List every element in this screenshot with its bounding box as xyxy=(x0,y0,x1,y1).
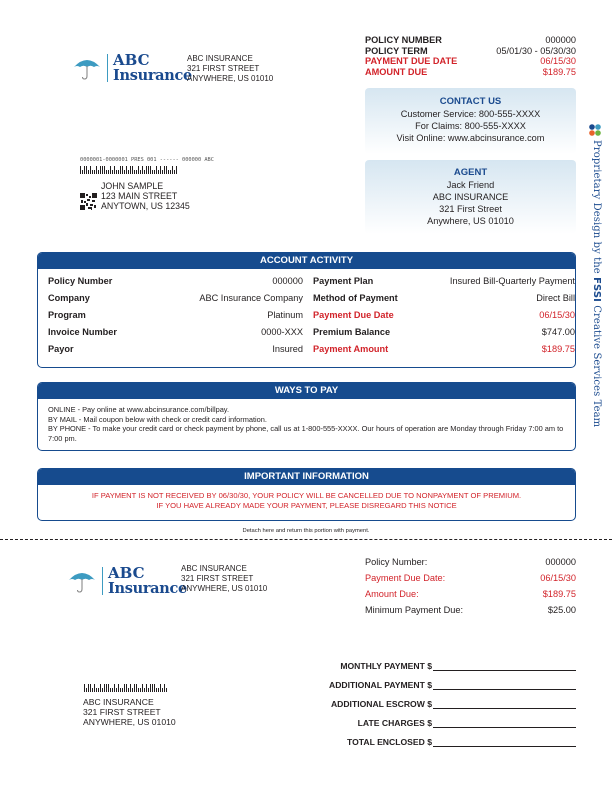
barcode-bar xyxy=(176,166,177,174)
barcode-bar xyxy=(138,688,139,692)
website-line: Visit Online: www.abcinsurance.com xyxy=(396,133,545,143)
activity-label: Payment Amount xyxy=(313,344,389,354)
activity-label: Invoice Number xyxy=(48,327,117,337)
barcode-bar xyxy=(88,684,89,692)
barcode-bar xyxy=(128,170,129,174)
contact-us-box xyxy=(365,88,576,154)
barcode-bar xyxy=(132,688,133,692)
barcode-bar xyxy=(90,684,91,692)
coupon-label: Payment Due Date: xyxy=(365,573,446,583)
qr-code-icon xyxy=(80,193,97,210)
customer-service-line: Customer Service: 800-555-XXXX xyxy=(400,109,541,119)
account-activity-right-column xyxy=(313,275,575,360)
pay-by-mail-line: BY MAIL - Mail coupon below with check or credit card information. xyxy=(48,414,267,424)
activity-label: Method of Payment xyxy=(313,293,398,303)
coupon-company-address xyxy=(181,564,267,594)
barcode-bar xyxy=(98,170,99,174)
coupon-summary xyxy=(365,554,576,618)
barcode-bar xyxy=(124,170,125,174)
barcode-bar xyxy=(116,170,117,174)
barcode-bar xyxy=(110,166,111,174)
activity-value: ABC Insurance Company xyxy=(199,293,303,303)
activity-label: Payor xyxy=(48,344,74,354)
barcode-bar xyxy=(170,170,171,174)
policy-number-label: POLICY NUMBER xyxy=(365,35,442,45)
monthly-payment-field[interactable] xyxy=(324,652,576,671)
address-line: 321 FIRST STREET xyxy=(181,574,254,583)
activity-row-method-of-payment xyxy=(313,292,575,309)
account-activity-panel xyxy=(37,252,576,368)
payment-due-date-label: PAYMENT DUE DATE xyxy=(365,56,458,66)
barcode-bar xyxy=(140,688,141,692)
activity-label: Company xyxy=(48,293,90,303)
logo-text-abc: ABC xyxy=(113,51,150,69)
barcode-bar xyxy=(130,684,131,692)
pay-by-phone-line: BY PHONE - To make your credit card or check payment by phone, call us at 1-800-555-XXXX. Our hours of operation are Monday through Friday 7:00 am to 7:00 pm. xyxy=(48,424,564,444)
address-line: ABC INSURANCE xyxy=(187,54,253,63)
barcode-bar xyxy=(148,166,149,174)
claims-line: For Claims: 800-555-XXXX xyxy=(415,121,526,131)
barcode-bar xyxy=(158,688,159,692)
barcode-bar xyxy=(136,684,137,692)
activity-label: Payment Due Date xyxy=(313,310,394,320)
barcode-bar xyxy=(84,684,85,692)
cancellation-warning: IF PAYMENT IS NOT RECEIVED BY 06/30/30, YOUR POLICY WILL BE CANCELLED DUE TO NONPAYMENT OF PREMIUM. xyxy=(91,491,522,500)
agent-street: 321 First Street xyxy=(439,204,502,214)
barcode-bar xyxy=(104,684,105,692)
recipient-city: ANYTOWN, US 12345 xyxy=(101,201,190,211)
policy-term-value: 05/01/30 - 05/30/30 xyxy=(496,45,576,56)
fssi-logo-icon xyxy=(589,124,601,136)
field-label: LATE CHARGES $ xyxy=(357,718,432,728)
barcode-bar xyxy=(90,166,91,174)
address-line: 321 FIRST STREET xyxy=(187,64,260,73)
activity-row-payment-amount xyxy=(313,343,575,360)
company-logo xyxy=(73,53,192,83)
recipient-street: 123 MAIN STREET xyxy=(101,191,178,201)
company-address xyxy=(187,54,273,84)
barcode-bar xyxy=(84,166,85,174)
return-address xyxy=(83,698,176,727)
side-note-post: Creative Services Team xyxy=(591,302,602,428)
field-label: TOTAL ENCLOSED $ xyxy=(347,737,432,747)
barcode-bar xyxy=(152,684,153,692)
coupon-policy-number-row xyxy=(365,554,576,570)
barcode-bar xyxy=(92,170,93,174)
logo-text-insurance: Insurance xyxy=(108,580,187,597)
barcode-bar xyxy=(160,684,161,692)
payment-fields xyxy=(324,652,576,747)
barcode-bar xyxy=(96,166,97,174)
barcode-bar xyxy=(164,166,165,174)
barcode-bar xyxy=(100,166,101,174)
umbrella-icon xyxy=(73,56,101,80)
barcode-bar xyxy=(134,684,135,692)
agent-name: Jack Friend xyxy=(446,180,495,190)
coupon-value: 000000 xyxy=(545,557,576,567)
coupon-amount-due-row xyxy=(365,586,576,602)
additional-payment-field[interactable] xyxy=(324,671,576,690)
activity-value: 000000 xyxy=(272,276,303,286)
write-in-line[interactable] xyxy=(433,737,576,747)
activity-label: Premium Balance xyxy=(313,327,391,337)
barcode-bar xyxy=(150,166,151,174)
barcode-bar xyxy=(168,170,169,174)
barcode-bar xyxy=(122,688,123,692)
logo-divider xyxy=(107,54,108,82)
field-label: ADDITIONAL ESCROW $ xyxy=(330,699,432,709)
activity-label: Program xyxy=(48,310,86,320)
activity-value: 06/15/30 xyxy=(539,310,575,320)
barcode-bar xyxy=(106,170,107,174)
proprietary-design-note xyxy=(588,124,604,428)
barcode-bar xyxy=(116,688,117,692)
coupon-label: Policy Number: xyxy=(365,557,428,567)
detach-line xyxy=(0,539,612,540)
agent-box xyxy=(365,160,576,234)
barcode-bar xyxy=(158,170,159,174)
policy-term-row xyxy=(365,46,576,57)
side-note-pre: Proprietary Design by the xyxy=(591,140,602,278)
activity-label: Payment Plan xyxy=(313,276,374,286)
barcode-bar xyxy=(166,166,167,174)
disregard-notice: IF YOU HAVE ALREADY MADE YOUR PAYMENT, PLEASE DISREGARD THIS NOTICE xyxy=(156,501,457,510)
barcode-bar xyxy=(126,684,127,692)
barcode-bar xyxy=(162,170,163,174)
total-enclosed-field[interactable] xyxy=(324,728,576,747)
field-label: MONTHLY PAYMENT $ xyxy=(340,661,432,671)
activity-value: Direct Bill xyxy=(536,293,575,303)
barcode-bar xyxy=(132,166,133,174)
important-information-panel xyxy=(37,468,576,521)
barcode-bar xyxy=(108,684,109,692)
coupon-label: Minimum Payment Due: xyxy=(365,605,464,615)
activity-row-payment-plan xyxy=(313,275,575,292)
barcode-bar xyxy=(130,166,131,174)
barcode-bar xyxy=(144,688,145,692)
presort-line: 0000001-0000001 PRES 001 ------ 000000 ABC xyxy=(80,157,214,163)
agent-city: Anywhere, US 01010 xyxy=(427,216,514,226)
activity-row-invoice-number xyxy=(48,326,303,343)
contact-us-title: CONTACT US xyxy=(439,96,502,107)
barcode-bar xyxy=(82,170,83,174)
barcode-bar xyxy=(112,170,113,174)
barcode-bar xyxy=(128,688,129,692)
detach-instruction: Detach here and return this portion with payment. xyxy=(242,528,370,534)
barcode-bar xyxy=(140,170,141,174)
activity-row-program xyxy=(48,309,303,326)
postal-barcode xyxy=(80,166,177,174)
barcode-bar xyxy=(162,688,163,692)
address-line: ABC INSURANCE xyxy=(83,697,154,707)
address-line: ANYWHERE, US 01010 xyxy=(187,74,274,83)
address-line: ANYWHERE, US 01010 xyxy=(83,716,176,727)
logo-text-abc: ABC xyxy=(108,564,145,582)
address-line: ANYWHERE, US 01010 xyxy=(181,584,268,593)
barcode-bar xyxy=(104,166,105,174)
barcode-bar xyxy=(154,684,155,692)
barcode-bar xyxy=(122,166,123,174)
barcode-bar xyxy=(118,684,119,692)
amount-due-row xyxy=(365,67,576,78)
activity-row-policy-number xyxy=(48,275,303,292)
activity-value: 0000-XXX xyxy=(261,327,303,337)
barcode-bar xyxy=(110,688,111,692)
barcode-bar xyxy=(86,688,87,692)
account-activity-left-column xyxy=(48,275,303,360)
write-in-line[interactable] xyxy=(433,718,576,728)
amount-due-label: AMOUNT DUE xyxy=(365,66,428,77)
coupon-value: $25.00 xyxy=(547,605,576,615)
ways-to-pay-panel xyxy=(37,382,576,451)
barcode-bar xyxy=(142,684,143,692)
logo-text-insurance: Insurance xyxy=(113,67,192,84)
policy-number-row xyxy=(365,35,576,46)
recipient-name: JOHN SAMPLE xyxy=(101,181,164,191)
coupon-company-logo xyxy=(68,566,187,596)
coupon-label: Amount Due: xyxy=(365,589,419,599)
payment-due-date-row xyxy=(365,56,576,67)
barcode-bar xyxy=(142,166,143,174)
barcode-bar xyxy=(166,688,167,692)
activity-row-payor xyxy=(48,343,303,360)
barcode-bar xyxy=(114,166,115,174)
barcode-bar xyxy=(144,170,145,174)
activity-row-company xyxy=(48,292,303,309)
barcode-bar xyxy=(152,170,153,174)
barcode-bar xyxy=(160,166,161,174)
barcode-bar xyxy=(136,170,137,174)
barcode-bar xyxy=(156,166,157,174)
activity-value: Platinum xyxy=(267,310,303,320)
barcode-bar xyxy=(172,166,173,174)
barcode-bar xyxy=(174,170,175,174)
policy-summary xyxy=(365,35,576,77)
barcode-bar xyxy=(106,684,107,692)
barcode-bar xyxy=(148,688,149,692)
activity-value: $189.75 xyxy=(541,344,575,354)
barcode-bar xyxy=(94,170,95,174)
pay-online-line: ONLINE - Pay online at www.abcinsurance.com/billpay. xyxy=(48,405,230,414)
umbrella-icon xyxy=(68,569,96,593)
address-line: 321 FIRST STREET xyxy=(83,706,161,717)
barcode-bar xyxy=(146,166,147,174)
coupon-minimum-payment-row xyxy=(365,602,576,618)
barcode-bar xyxy=(120,688,121,692)
coupon-value: $189.75 xyxy=(542,589,576,599)
activity-value: Insured xyxy=(272,344,303,354)
side-note-brand: FSSI xyxy=(591,277,602,303)
barcode-bar xyxy=(150,684,151,692)
coupon-due-date-row xyxy=(365,570,576,586)
barcode-bar xyxy=(146,684,147,692)
barcode-bar xyxy=(154,170,155,174)
barcode-bar xyxy=(92,688,93,692)
barcode-bar xyxy=(126,166,127,174)
write-in-line[interactable] xyxy=(433,661,576,671)
additional-escrow-field[interactable] xyxy=(324,690,576,709)
barcode-bar xyxy=(124,684,125,692)
write-in-line[interactable] xyxy=(433,699,576,709)
barcode-bar xyxy=(120,166,121,174)
barcode-bar xyxy=(94,684,95,692)
barcode-bar xyxy=(100,684,101,692)
barcode-bar xyxy=(138,166,139,174)
policy-number-value: 000000 xyxy=(545,35,576,45)
account-activity-title: ACCOUNT ACTIVITY xyxy=(38,253,575,269)
important-information-title: IMPORTANT INFORMATION xyxy=(38,469,575,485)
return-postal-barcode xyxy=(84,684,167,692)
amount-due-value: $189.75 xyxy=(542,66,576,77)
write-in-line[interactable] xyxy=(433,680,576,690)
barcode-bar xyxy=(112,688,113,692)
barcode-bar xyxy=(102,688,103,692)
barcode-bar xyxy=(98,688,99,692)
coupon-value: 06/15/30 xyxy=(540,573,576,583)
barcode-bar xyxy=(80,166,81,174)
activity-row-premium-balance xyxy=(313,326,575,343)
policy-term-label: POLICY TERM xyxy=(365,45,428,56)
address-line: ABC INSURANCE xyxy=(181,564,247,573)
activity-value: $747.00 xyxy=(541,327,575,337)
agent-company: ABC INSURANCE xyxy=(432,192,509,202)
barcode-bar xyxy=(102,166,103,174)
field-label: ADDITIONAL PAYMENT $ xyxy=(329,680,432,690)
recipient-address xyxy=(101,181,190,211)
barcode-bar xyxy=(114,684,115,692)
barcode-bar xyxy=(134,170,135,174)
barcode-bar xyxy=(86,166,87,174)
late-charges-field[interactable] xyxy=(324,709,576,728)
activity-value: Insured Bill-Quarterly Payment xyxy=(449,276,575,286)
barcode-bar xyxy=(88,170,89,174)
activity-row-payment-due-date xyxy=(313,309,575,326)
barcode-bar xyxy=(118,170,119,174)
payment-due-date-value: 06/15/30 xyxy=(540,56,576,66)
barcode-bar xyxy=(108,170,109,174)
ways-to-pay-title: WAYS TO PAY xyxy=(38,383,575,399)
barcode-bar xyxy=(164,684,165,692)
activity-label: Policy Number xyxy=(48,276,113,286)
logo-divider xyxy=(102,567,103,595)
barcode-bar xyxy=(156,688,157,692)
barcode-bar xyxy=(96,688,97,692)
agent-title: AGENT xyxy=(453,167,488,178)
